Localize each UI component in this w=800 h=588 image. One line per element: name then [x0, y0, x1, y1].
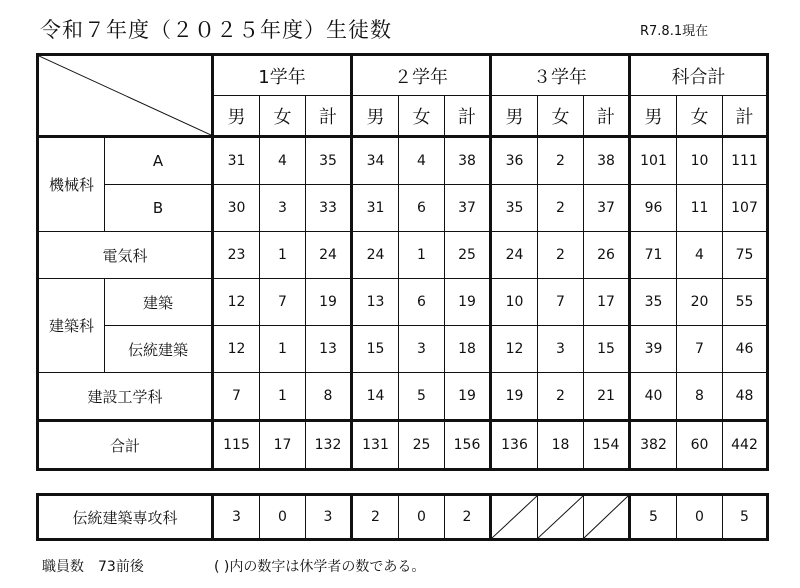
corner-diagonal: [39, 56, 211, 135]
dept-label: 建築科: [38, 279, 105, 373]
cell: 19: [445, 279, 491, 326]
cell: 107: [723, 185, 768, 232]
cell: 48: [723, 373, 768, 421]
header-total: 科合計: [630, 55, 768, 96]
cell: 2: [538, 232, 584, 279]
total-label: 合計: [38, 421, 213, 470]
cell: 101: [630, 137, 677, 185]
cell: 382: [630, 421, 677, 470]
subdept-label: 伝統建築: [105, 326, 213, 373]
cell: 25: [445, 232, 491, 279]
cell: 55: [723, 279, 768, 326]
header-year-2: ２学年: [352, 55, 491, 96]
subdept-label: B: [105, 185, 213, 232]
cell: 37: [584, 185, 630, 232]
cell: 15: [584, 326, 630, 373]
cell: 15: [352, 326, 399, 373]
cell: 154: [584, 421, 630, 470]
header-sum: 計: [306, 96, 352, 137]
cell: 12: [491, 326, 538, 373]
cell: 1: [260, 232, 306, 279]
cell: 1: [399, 232, 445, 279]
cell: 7: [213, 373, 260, 421]
cell: 24: [491, 232, 538, 279]
cell: 2: [538, 185, 584, 232]
dept-label: 建設工学科: [38, 373, 213, 421]
cell: 20: [677, 279, 723, 326]
dept-label: 機械科: [38, 137, 105, 232]
cell: 60: [677, 421, 723, 470]
cell: 6: [399, 185, 445, 232]
cell: 7: [538, 279, 584, 326]
cell: 1: [260, 326, 306, 373]
cell: 5: [630, 495, 677, 540]
header-male: 男: [352, 96, 399, 137]
cell: 7: [260, 279, 306, 326]
cell: 19: [306, 279, 352, 326]
cell: 2: [352, 495, 399, 540]
cell: 0: [677, 495, 723, 540]
cell: 2: [538, 373, 584, 421]
cell: 115: [213, 421, 260, 470]
empty-slash-cell: [491, 495, 538, 540]
as-of-date: R7.8.1現在: [640, 24, 709, 39]
table-row: [38, 279, 768, 326]
cell: 96: [630, 185, 677, 232]
cell: 14: [352, 373, 399, 421]
advanced-course-table: [36, 493, 769, 541]
table-row: [38, 137, 768, 185]
cell: 7: [677, 326, 723, 373]
cell: 12: [213, 326, 260, 373]
cell: 12: [213, 279, 260, 326]
cell: 31: [352, 185, 399, 232]
subdept-label: 建築: [105, 279, 213, 326]
footer: [42, 556, 426, 576]
header-female: 女: [538, 96, 584, 137]
cell: 1: [260, 373, 306, 421]
cell: 24: [306, 232, 352, 279]
header-male: 男: [491, 96, 538, 137]
cell: 4: [677, 232, 723, 279]
cell: 25: [399, 421, 445, 470]
cell: 35: [630, 279, 677, 326]
cell: 5: [399, 373, 445, 421]
header-sum: 計: [723, 96, 768, 137]
cell: 24: [352, 232, 399, 279]
header-female: 女: [677, 96, 723, 137]
cell: 131: [352, 421, 399, 470]
subdept-label: A: [105, 137, 213, 185]
header-sum: 計: [445, 96, 491, 137]
header-year-1: 1学年: [213, 55, 352, 96]
cell: 4: [260, 137, 306, 185]
empty-slash-cell: [584, 495, 630, 540]
header-sum: 計: [584, 96, 630, 137]
cell: 30: [213, 185, 260, 232]
cell: 11: [677, 185, 723, 232]
cell: 31: [213, 137, 260, 185]
page-title: 令和７年度（２０２５年度）生徒数: [40, 18, 392, 42]
cell: 132: [306, 421, 352, 470]
cell: 21: [584, 373, 630, 421]
cell: 75: [723, 232, 768, 279]
cell: 36: [491, 137, 538, 185]
cell: 18: [445, 326, 491, 373]
header-male: 男: [213, 96, 260, 137]
cell: 23: [213, 232, 260, 279]
cell: 38: [584, 137, 630, 185]
cell: 3: [260, 185, 306, 232]
cell: 3: [399, 326, 445, 373]
cell: 6: [399, 279, 445, 326]
cell: 10: [491, 279, 538, 326]
table-row: [38, 232, 768, 279]
cell: 19: [445, 373, 491, 421]
cell: 13: [352, 279, 399, 326]
corner-cell: [38, 55, 213, 137]
cell: 17: [260, 421, 306, 470]
header-male: 男: [630, 96, 677, 137]
cell: 111: [723, 137, 768, 185]
cell: 26: [584, 232, 630, 279]
cell: 2: [538, 137, 584, 185]
table-row: [38, 326, 768, 373]
cell: 4: [399, 137, 445, 185]
cell: 33: [306, 185, 352, 232]
cell: 40: [630, 373, 677, 421]
table-row: [38, 495, 768, 540]
staff-count: 職員数 73前後: [42, 559, 144, 575]
cell: 38: [445, 137, 491, 185]
cell: 3: [306, 495, 352, 540]
cell: 3: [538, 326, 584, 373]
cell: 46: [723, 326, 768, 373]
table-row: [38, 185, 768, 232]
table-row: [38, 373, 768, 421]
footnote: ( )内の数字は休学者の数である。: [214, 559, 426, 575]
cell: 34: [352, 137, 399, 185]
cell: 8: [306, 373, 352, 421]
cell: 3: [213, 495, 260, 540]
cell: 18: [538, 421, 584, 470]
cell: 13: [306, 326, 352, 373]
cell: 35: [306, 137, 352, 185]
cell: 37: [445, 185, 491, 232]
cell: 5: [723, 495, 768, 540]
cell: 39: [630, 326, 677, 373]
cell: 442: [723, 421, 768, 470]
cell: 17: [584, 279, 630, 326]
cell: 8: [677, 373, 723, 421]
cell: 0: [399, 495, 445, 540]
student-count-table: [36, 53, 769, 471]
header-female: 女: [399, 96, 445, 137]
cell: 19: [491, 373, 538, 421]
cell: 156: [445, 421, 491, 470]
course-label: 伝統建築専攻科: [38, 495, 213, 540]
cell: 2: [445, 495, 491, 540]
dept-label: 電気科: [38, 232, 213, 279]
header-female: 女: [260, 96, 306, 137]
total-row: [38, 421, 768, 470]
cell: 71: [630, 232, 677, 279]
cell: 0: [260, 495, 306, 540]
empty-slash-cell: [538, 495, 584, 540]
cell: 136: [491, 421, 538, 470]
cell: 35: [491, 185, 538, 232]
header-year-3: ３学年: [491, 55, 630, 96]
cell: 10: [677, 137, 723, 185]
